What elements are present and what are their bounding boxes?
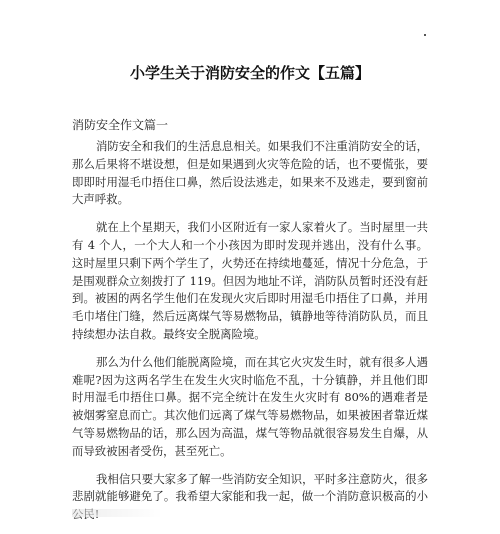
paragraph-2: 就在上个星期天，我们小区附近有一家人家着火了。当时屋里一共有 4 个人，一个大人和一个小孩因为即时发现并逃出，没有什么事。这时屋里只剩下两个学生了，火势还在持续地蔓延，情况十分危急，于是围观群众立刻拨打了 119。但因为地址不详，消防队员暂时还没有赶到。被困的两名学生他们在发现火灾后即时用湿毛巾捂住了口鼻，并用毛巾堵住门缝，然后远离煤气等易燃物品，镇静地等待消防队员，而且持续想办法自救。最终安全脱离险境。 [72, 220, 428, 341]
paragraph-3: 那么为什么他们能脱离险境，而在其它火灾发生时，就有很多人遇难呢?因为这两名学生在发生火灾时临危不乱，十分镇静，并且他们即时用湿毛巾捂住口鼻。据不完全统计在发生火灾时有 80%的遇难者是被烟雾窒息而亡。其次他们远离了煤气等易燃物品，如果被困者靠近煤气等易燃物品的话，那么因为高温，煤气等物品就很容易发生自爆，从而导致被困者受伤，甚至死亡。 [72, 354, 428, 458]
cut-off-text-shadow [72, 509, 162, 517]
paragraph-1: 消防安全和我们的生活息息相关。如果我们不注重消防安全的话，那么后果将不堪设想，但是如果遇到火灾等危险的话，也不要慌张，要即即时用湿毛巾捂住口鼻，然后设法逃走，如果来不及逃走，要到窗前大声呼救。 [72, 139, 428, 207]
document-body [72, 138, 428, 534]
paragraph-4: 我相信只要大家多了解一些消防安全知识，平时多注意防火，很多悲剧就能够避免了。我希望大家能和我一起，做一个消防意识极高的小 [72, 471, 428, 504]
document-title: 小学生关于消防安全的作文【五篇】 [129, 64, 370, 82]
section-title: 消防安全作文篇一 [72, 118, 169, 132]
corner-mark [424, 34, 426, 36]
